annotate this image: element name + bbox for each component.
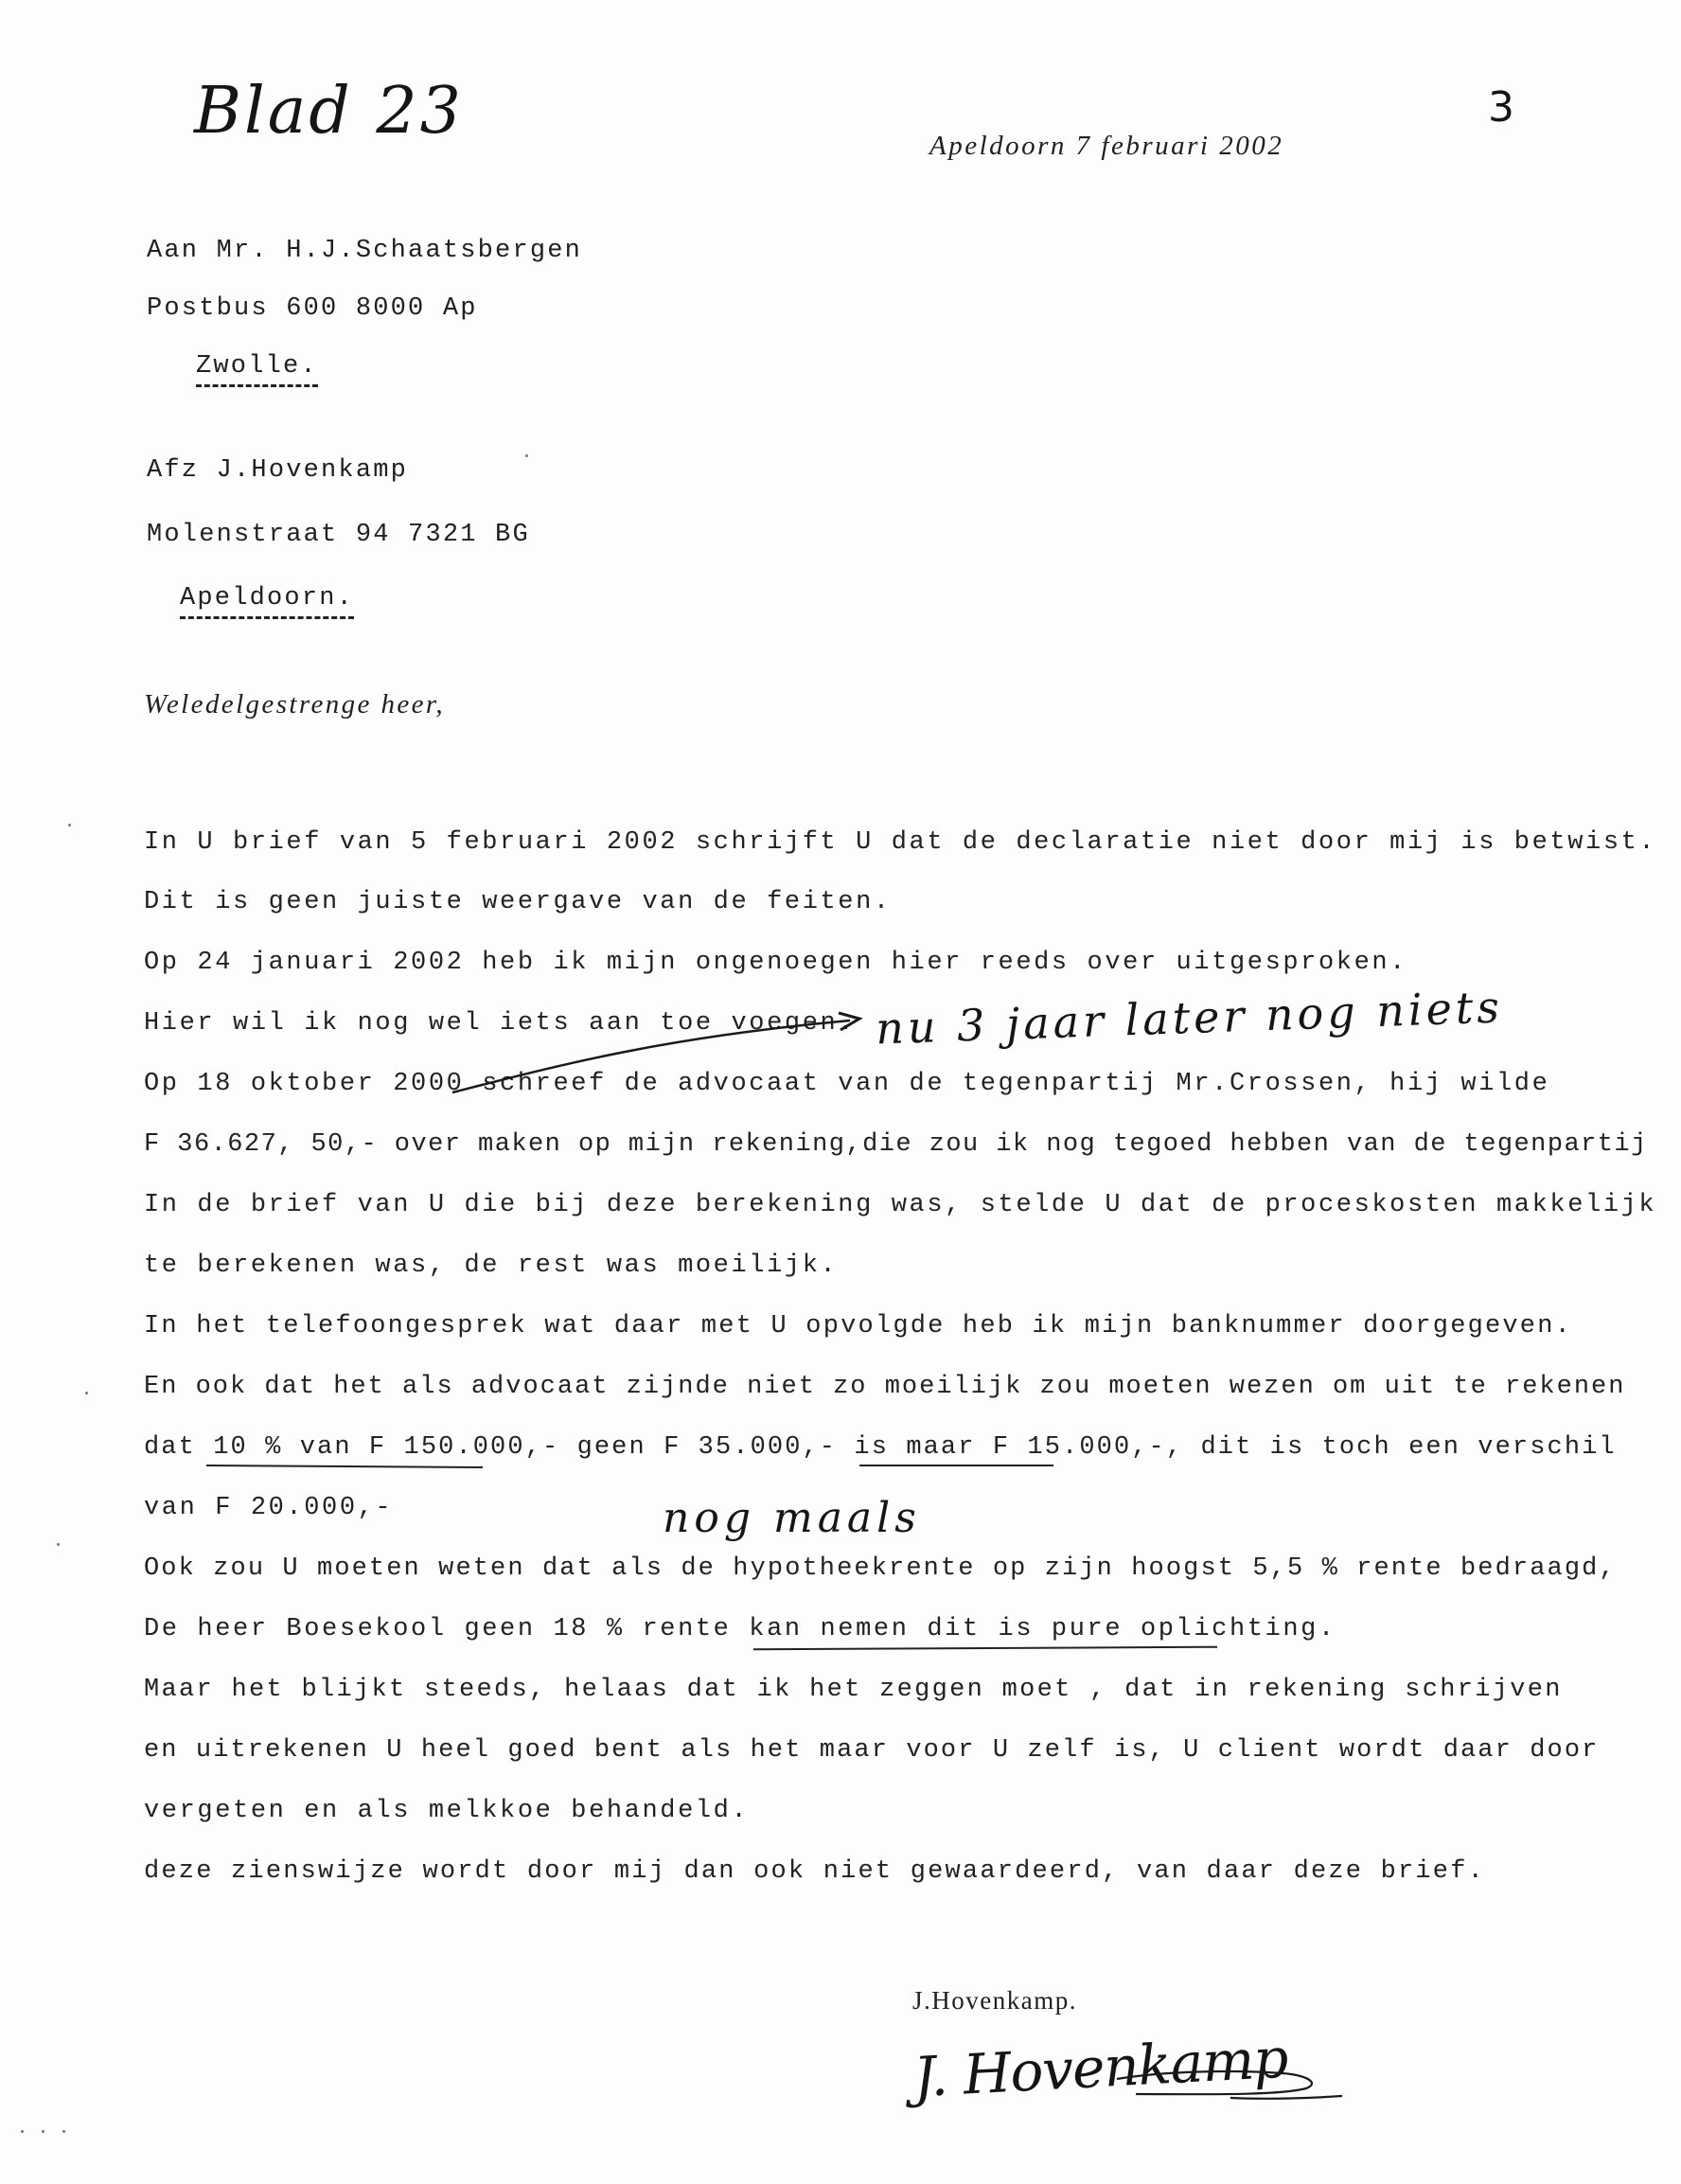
recipient-city: Zwolle. [196,352,318,387]
scan-speck [57,1543,60,1546]
scan-speck [62,2130,65,2133]
body-line-16: en uitrekenen U heel goed bent als het maar voor U zelf is, U client wordt daar door [144,1736,1600,1765]
recipient-line-1: Aan Mr. H.J.Schaatsbergen [147,237,583,265]
margin-note-2: nog maals [663,1494,921,1542]
arrow-annotation [443,1000,859,1104]
underline-oplichting [753,1646,1217,1651]
page-number: 3 [1488,83,1514,132]
scan-speck [42,2130,44,2133]
body-line-18: deze zienswijze wordt door mij dan ook niet gewaardeerd, van daar deze brief. [144,1857,1486,1886]
body-line-9: In het telefoongesprek wat daar met U opvolgde heb ik mijn banknummer doorgegeven. [144,1312,1573,1341]
body-line-12: van F 20.000,- [144,1494,394,1522]
body-line-17: vergeten en als melkkoe behandeld. [144,1797,750,1825]
body-line-8: te berekenen was, de rest was moeilijk. [144,1252,839,1280]
scan-speck [85,1392,88,1394]
body-line-15: Maar het blijkt steeds, helaas dat ik het zeggen moet , dat in rekening schrijven [144,1676,1563,1704]
sender-line-1: Afz J.Hovenkamp [147,456,409,485]
body-line-7: In de brief van U die bij deze berekening was, stelde U dat de proceskosten makkelijk [144,1191,1657,1219]
underline-amount [859,1465,1053,1466]
body-line-10: En ook dat het als advocaat zijnde niet zo moeilijk zou moeten wezen om uit te rekenen [144,1373,1626,1401]
margin-note: nu 3 jaar later nog niets [875,981,1504,1055]
body-line-1: In U brief van 5 februari 2002 schrijft U dat de declaratie niet door mij is betwist. [144,828,1657,857]
body-line-11: dat 10 % van F 150.000,- geen F 35.000,- is maar F 15.000,-, dit is toch een verschil [144,1433,1617,1462]
body-line-6: F 36.627, 50,- over maken op mijn rekening,die zou ik nog tegoed hebben van de tegenpartij [144,1130,1648,1159]
body-line-2: Dit is geen juiste weergave van de feiten. [144,888,892,916]
scan-speck [21,2130,24,2133]
signature-name: J.Hovenkamp. [912,1986,1077,2015]
body-line-5: Op 18 oktober 2000 schreef de advocaat van de tegenpartij Mr.Crossen, hij wilde [144,1070,1550,1098]
signature-flourish [1117,2051,1344,2107]
sender-line-2: Molenstraat 94 7321 BG [147,521,530,549]
place-date: Apeldoorn 7 februari 2002 [929,131,1284,161]
body-line-3: Op 24 januari 2002 heb ik mijn ongenoegen hier reeds over uitgesproken. [144,949,1407,977]
scan-speck [68,824,71,826]
body-line-14: De heer Boesekool geen 18 % rente kan nemen dit is pure oplichting. [144,1615,1336,1643]
salutation: Weledelgestrenge heer, [144,689,446,719]
sender-city: Apeldoorn. [180,584,354,619]
body-line-4: Hier wil ik nog wel iets aan toe voegen. [144,1009,857,1038]
body-line-13: Ook zou U moeten weten dat als de hypotheekrente op zijn hoogst 5,5 % rente bedraagd, [144,1554,1617,1583]
recipient-line-2: Postbus 600 8000 Ap [147,294,478,323]
sheet-label: Blad 23 [194,74,464,149]
signature-script: J. Hovenkamp [911,2025,1289,2110]
underline-percentage [206,1465,483,1468]
scan-speck [525,454,528,457]
